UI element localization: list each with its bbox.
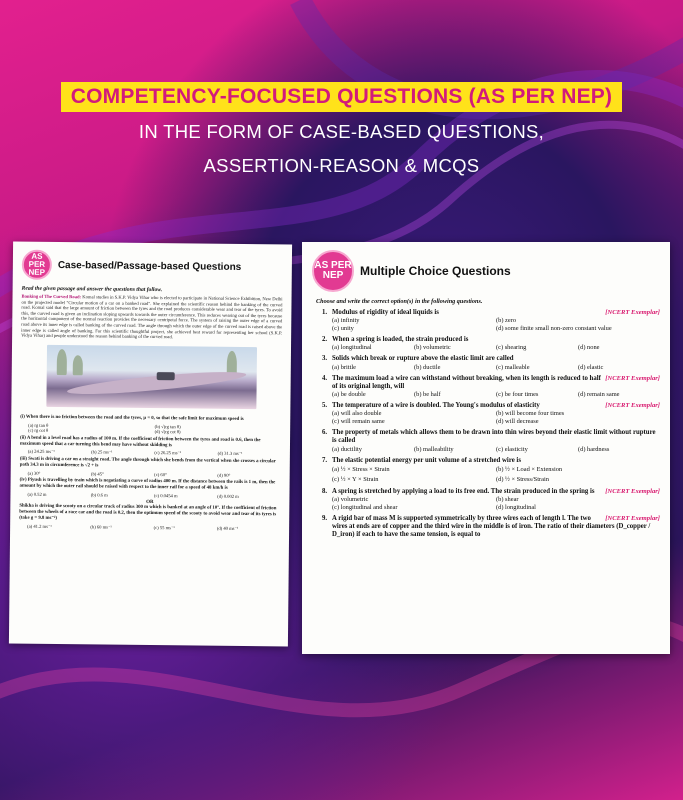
instruction-text: Choose and write the correct option(s) in the following questions. (316, 298, 483, 305)
mcq-page (302, 242, 670, 654)
question-text: Modulus of rigidity of ideal liquids is (332, 309, 439, 316)
option-item: (d) elastic (578, 363, 604, 371)
question-stem (332, 429, 660, 445)
question-number: 5. (322, 402, 328, 410)
option-item: (d) longitudinal (496, 504, 536, 512)
or-separator: OR (146, 500, 154, 506)
question-number: 8. (322, 487, 328, 495)
question-stem (332, 457, 660, 465)
option-item: (b) be half (414, 391, 441, 399)
question-text: (iv) Piyush is travelling by train which is negotiating a curve of radius 400 m. If the distance between the rails is 1 m, then the amount by which the outer rail should be raised with respect to the inner rail for a speed of 48 km/h is (19, 477, 276, 491)
option-item: (b) 25 ms⁻¹ (91, 449, 113, 455)
ncert-exemplar-tag: [NCERT Exemplar] (605, 374, 660, 382)
headline-banner: COMPETENCY-FOCUSED QUESTIONS (AS PER NEP) (61, 82, 622, 112)
section-heading (22, 250, 283, 283)
option-item: (c) will remain same (332, 418, 385, 426)
option-item: (b) volumetric (414, 344, 451, 352)
option-list (332, 410, 660, 426)
mcq-question (312, 488, 660, 512)
question-text: (i) When there is no friction between the road and the tyres, μ = 0, so that the safe limit for maximum speed is (20, 414, 244, 422)
question-stem (20, 435, 281, 449)
option-item: (c) longitudinal and shear (332, 504, 398, 512)
question-text: When a spring is loaded, the strain produced is (332, 336, 469, 344)
promo-header (0, 82, 683, 180)
option-item: (b) 45° (90, 470, 104, 477)
option-list (19, 523, 280, 531)
option-list (332, 317, 660, 333)
option-item: (d) some finite small non-zero constant value (496, 325, 612, 333)
question-number: 3. (322, 355, 328, 363)
banked-road-photo (46, 345, 257, 409)
case-questions (19, 414, 281, 499)
question-stem: Shikha is driving the scooty on a circular track of radius 300 m which is banked at an angle of 10°. If the coefficient of friction between the wheels of a race car and the road is 0.2, then the optimum speed of the scooty to avoid wear and tear of its tyres is (take g = 9.8 ms⁻²) (19, 503, 277, 521)
option-item: (d) remain same (578, 391, 620, 399)
mcq-list (312, 309, 660, 540)
option-item: (d) 90° (217, 472, 231, 478)
option-item: (c) rg cot θ (28, 427, 49, 434)
option-list (332, 446, 660, 454)
option-item: (c) unity (332, 325, 354, 333)
option-item: (b) ductile (414, 363, 441, 371)
question-number: 1. (322, 309, 328, 316)
nep-badge-icon: AS PER NEP (312, 250, 354, 292)
question-text: (iii) Swati is driving a car on a straight road. The angle through which she bends from the vertical when she crosses a circular path 34.3 m in circumference is √2 + is (19, 456, 276, 469)
option-item: (d) none (578, 344, 600, 352)
option-item: (d) 31.3 ms⁻¹ (217, 451, 243, 457)
option-item: (c) ½ × Y × Strain (332, 475, 379, 483)
question-text: (ii) A bend in a level road has a radius of 100 m. If the coefficient of friction between the tyres and road is 0.6, then the maximum speed that a car turning this bend may have without skidding is (19, 435, 261, 448)
option-item: (a) 24.25 ms⁻¹ (27, 449, 55, 455)
nep-badge-icon: AS PER NEP (22, 250, 52, 280)
option-item: (b) shear (496, 496, 519, 504)
question-stem (332, 488, 660, 496)
question-stem (332, 375, 660, 391)
option-item: (d) 0.002 m (217, 493, 239, 499)
option-item: (b) will become four times (496, 410, 565, 418)
option-item: (c) 60° (154, 471, 167, 477)
mcq-question (312, 336, 660, 352)
option-item: (a) ductility (332, 445, 362, 453)
question-stem (332, 336, 660, 344)
question-text: The property of metals which allows them to be drawn into thin wires beyond their elastic limit without rupture is called (332, 429, 656, 445)
option-list (332, 496, 660, 512)
car-icon (156, 372, 174, 380)
option-item: (a) brittle (332, 363, 356, 371)
option-item: (b) malleability (414, 445, 454, 453)
option-item: (c) 55 ms⁻¹ (153, 524, 175, 530)
option-item: (a) rg tan θ (28, 422, 49, 428)
ncert-exemplar-tag: [NCERT Exemplar] (605, 309, 660, 316)
question-stem (332, 402, 660, 410)
question-text: The elastic potential energy per unit volume of a stretched wire is (332, 456, 521, 464)
option-item: (b) zero (496, 317, 517, 325)
question-text: The maximum load a wire can withstand without breaking, when its length is reduced to half of its original length, will (332, 374, 601, 390)
option-item: (c) 26.25 ms⁻¹ (154, 450, 182, 456)
question-text: Solids which break or rupture above the elastic limit are called (332, 355, 514, 363)
section-title: Multiple Choice Questions (360, 264, 511, 278)
ncert-exemplar-tag: [NCERT Exemplar] (605, 402, 660, 410)
ncert-exemplar-tag: [NCERT Exemplar] (605, 515, 660, 523)
option-item: (a) will also double (332, 410, 382, 418)
option-item: (c) elasticity (496, 445, 528, 453)
option-item: (a) 30° (27, 470, 41, 476)
option-list (332, 364, 660, 372)
question-text: The temperature of a wire is doubled. The Young's modulus of elasticity (332, 402, 540, 410)
option-item: (a) 41.2 ms⁻¹ (27, 523, 52, 529)
option-item: (a) 0.52 m (27, 491, 47, 497)
option-item: (d) ½ × Stress/Strain (496, 475, 549, 483)
mcq-question (312, 402, 660, 426)
question-number: 6. (322, 429, 328, 437)
mcq-question (312, 355, 660, 371)
instruction-text: Read the given passage and answer the questions that follow. (21, 285, 163, 294)
mcq-question (312, 429, 660, 453)
question-number: 9. (322, 515, 328, 523)
option-list (332, 465, 660, 485)
ncert-exemplar-tag: [NCERT Exemplar] (605, 487, 660, 495)
question-stem (332, 355, 660, 363)
question-number: 7. (322, 456, 328, 464)
question-stem (20, 457, 281, 471)
option-item: (c) 0.0454 m (153, 492, 178, 498)
option-list (332, 344, 660, 352)
passage-body: Komal studies in S.K.P. Vidya Vihar who is elected to participate in National Science Exhibition, New Delhi on the projected model "Circular motion of a car on a banked road". She explained the scientific reason behind the banking of the curved road. Komal said that the large amount of friction between the tyres and the road produces considerable wear and tear of the tyres. To avoid this, the curved road is given an inclination sloping upwards towards the outer circumference. This reduces wearing out of the tyres because the horizontal component of the normal reaction provides the necessary centripetal force. The system of raising the outer edge of a curved road above its inner edge is called banking of the curved road. The angle through which the outer edge of the curved road is raised above the inner edge is called angle of banking. For this scientific thoughtful project, she achieved best reward for representing her school (S.K.P. Vidya Vihar) and people understood the reason behind banking of the curved road. (21, 294, 283, 340)
option-list (20, 422, 281, 436)
passage-lead: Banking of The Curved Road: (21, 293, 82, 300)
question-stem (20, 478, 281, 492)
mcq-question (312, 309, 660, 333)
option-item: (a) be double (332, 391, 366, 399)
mcq-question (312, 457, 660, 485)
option-item: (a) ½ × Stress × Strain (332, 465, 390, 473)
option-item: (d) √(rg cot θ) (154, 429, 181, 435)
question-text: A rigid bar of mass M is supported symmetrically by three wires each of length l. The two wires at ends are of copper and the third wire in the middle is of iron. The ratio of their diameters (D_copper / D_iron) if each to have the same tension, is equal to (332, 515, 651, 539)
option-item: (d) hardness (578, 445, 610, 453)
section-title: Case-based/Passage-based Questions (57, 259, 242, 273)
option-item: (c) be four times (496, 391, 539, 399)
option-item: (c) shearing (496, 344, 527, 352)
subheading-line-1: IN THE FORM OF CASE-BASED QUESTIONS, (138, 121, 545, 142)
passage-text (21, 294, 282, 341)
subheading-line-2: ASSERTION-REASON & MCQS (203, 155, 480, 176)
mcq-question (312, 375, 660, 399)
question-number: 4. (322, 374, 328, 382)
question-stem (332, 309, 660, 317)
section-heading (312, 250, 660, 292)
option-item: (c) malleable (496, 363, 530, 371)
option-item: (d) will decrease (496, 418, 539, 426)
option-item: (b) 60 ms⁻¹ (90, 524, 112, 530)
option-list (332, 391, 660, 399)
option-item: (a) volumetric (332, 496, 369, 504)
option-item: (a) infinity (332, 317, 360, 325)
option-item: (b) 0.6 m (90, 492, 108, 498)
option-item: (a) longitudinal (332, 344, 372, 352)
option-item: (d) 40 ms⁻¹ (216, 525, 239, 531)
question-stem (332, 515, 660, 540)
question-text: A spring is stretched by applying a load to its free end. The strain produced in the spring is (332, 487, 595, 495)
option-item: (b) ½ × Load × Extension (496, 465, 563, 473)
mcq-question (312, 515, 660, 540)
case-based-page (9, 242, 292, 647)
question-number: 2. (322, 336, 328, 344)
option-item: (b) √(rg tan θ) (154, 423, 181, 429)
